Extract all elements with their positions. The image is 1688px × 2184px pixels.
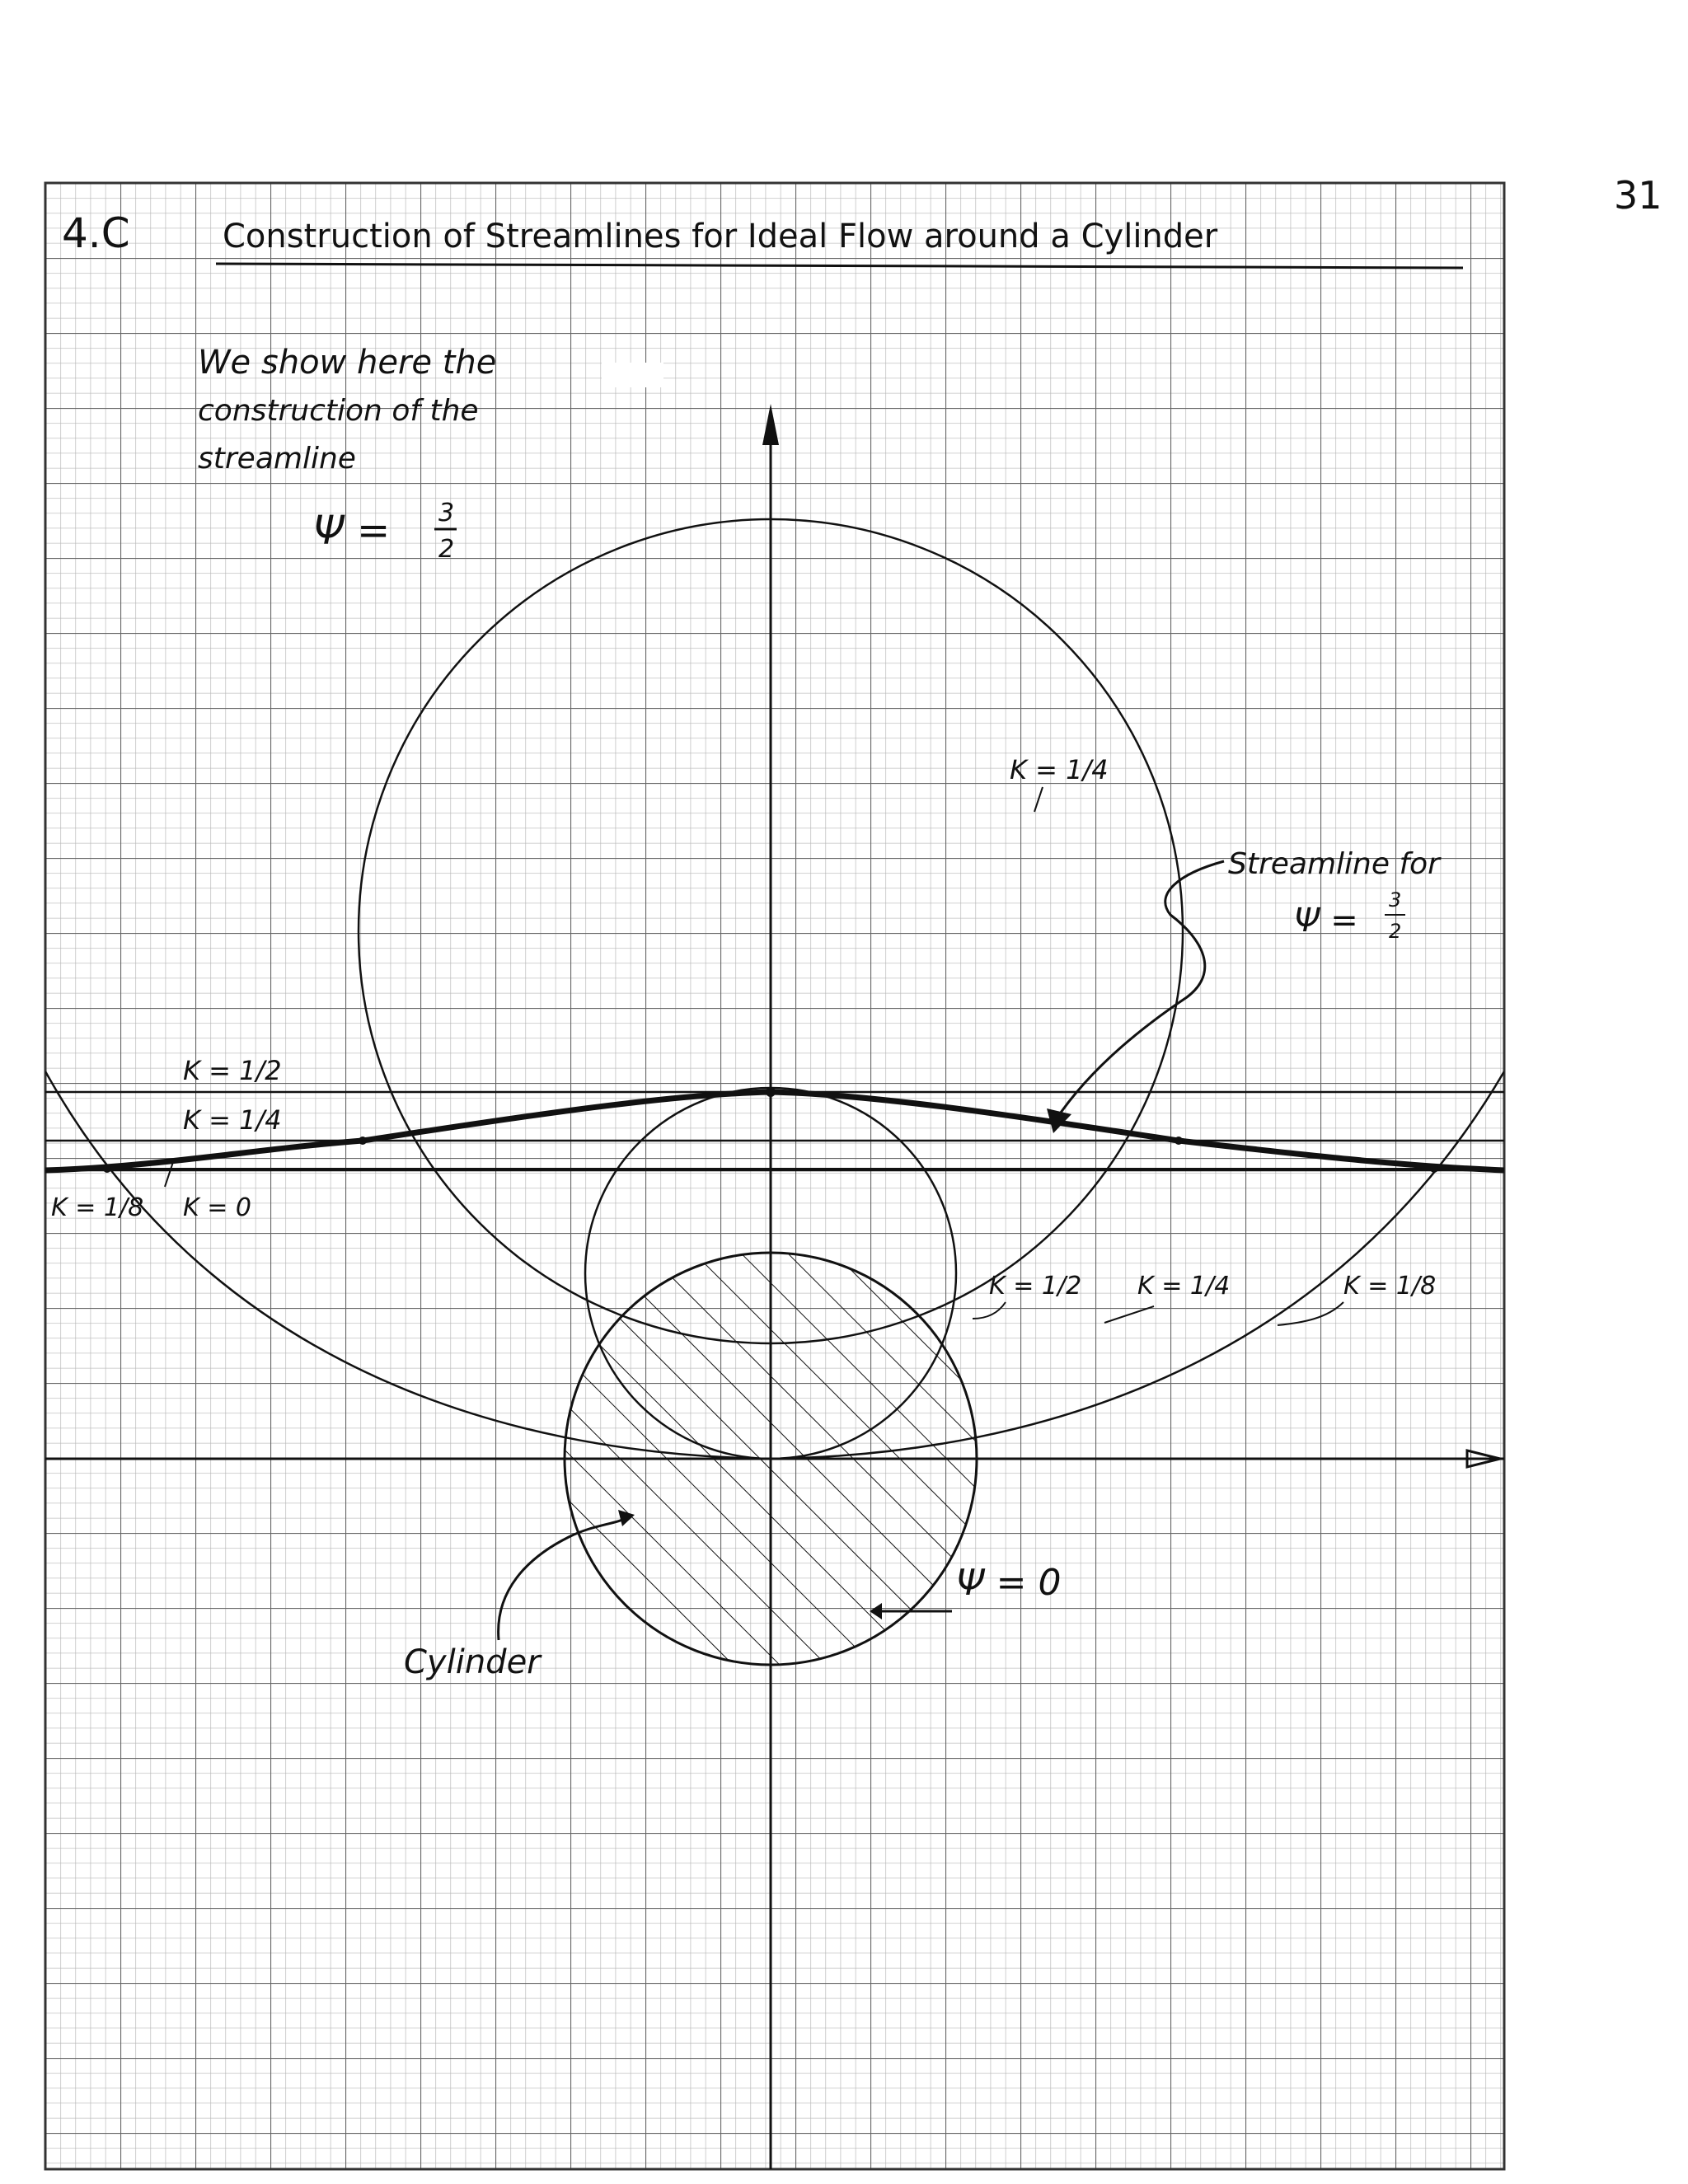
intro-psi-label: Ψ =: [313, 508, 391, 554]
label-k-eighth-right: K = 1/8: [1343, 1272, 1437, 1301]
intro-line-1: We show here the: [198, 344, 497, 382]
streamline-callout-line1: Streamline for: [1228, 847, 1440, 881]
streamline-callout-psi: Ψ =: [1294, 902, 1358, 940]
section-title: Construction of Streamlines for Ideal Flow around a Cylinder: [223, 218, 1218, 255]
label-k-zero: K = 0: [183, 1193, 251, 1222]
label-k-quarter-left: K = 1/4: [183, 1104, 282, 1136]
intro-fraction-numerator: 3: [438, 499, 455, 527]
intro-line-3: streamline: [198, 442, 356, 476]
page-number: 31: [1614, 173, 1662, 218]
streamline-callout-denominator: 2: [1389, 920, 1402, 943]
label-k-half-left: K = 1/2: [183, 1055, 282, 1086]
erased-patch: [602, 363, 663, 387]
label-k-half-right: K = 1/2: [989, 1272, 1082, 1301]
cylinder-circle: [565, 1253, 977, 1665]
section-number: 4.C: [62, 209, 130, 257]
label-k-eighth-left: K = 1/8: [51, 1193, 144, 1222]
graph-paper: [45, 183, 1504, 2169]
cylinder: [565, 1253, 977, 1665]
label-k-quarter-top: K = 1/4: [1010, 754, 1109, 785]
intro-fraction-denominator: 2: [438, 535, 455, 564]
streamline-callout-numerator: 3: [1389, 888, 1402, 912]
cylinder-label: Cylinder: [404, 1643, 541, 1681]
psi-zero-label: Ψ = 0: [956, 1562, 1062, 1604]
intro-line-2: construction of the: [198, 394, 479, 428]
label-k-quarter-right: K = 1/4: [1137, 1272, 1231, 1301]
